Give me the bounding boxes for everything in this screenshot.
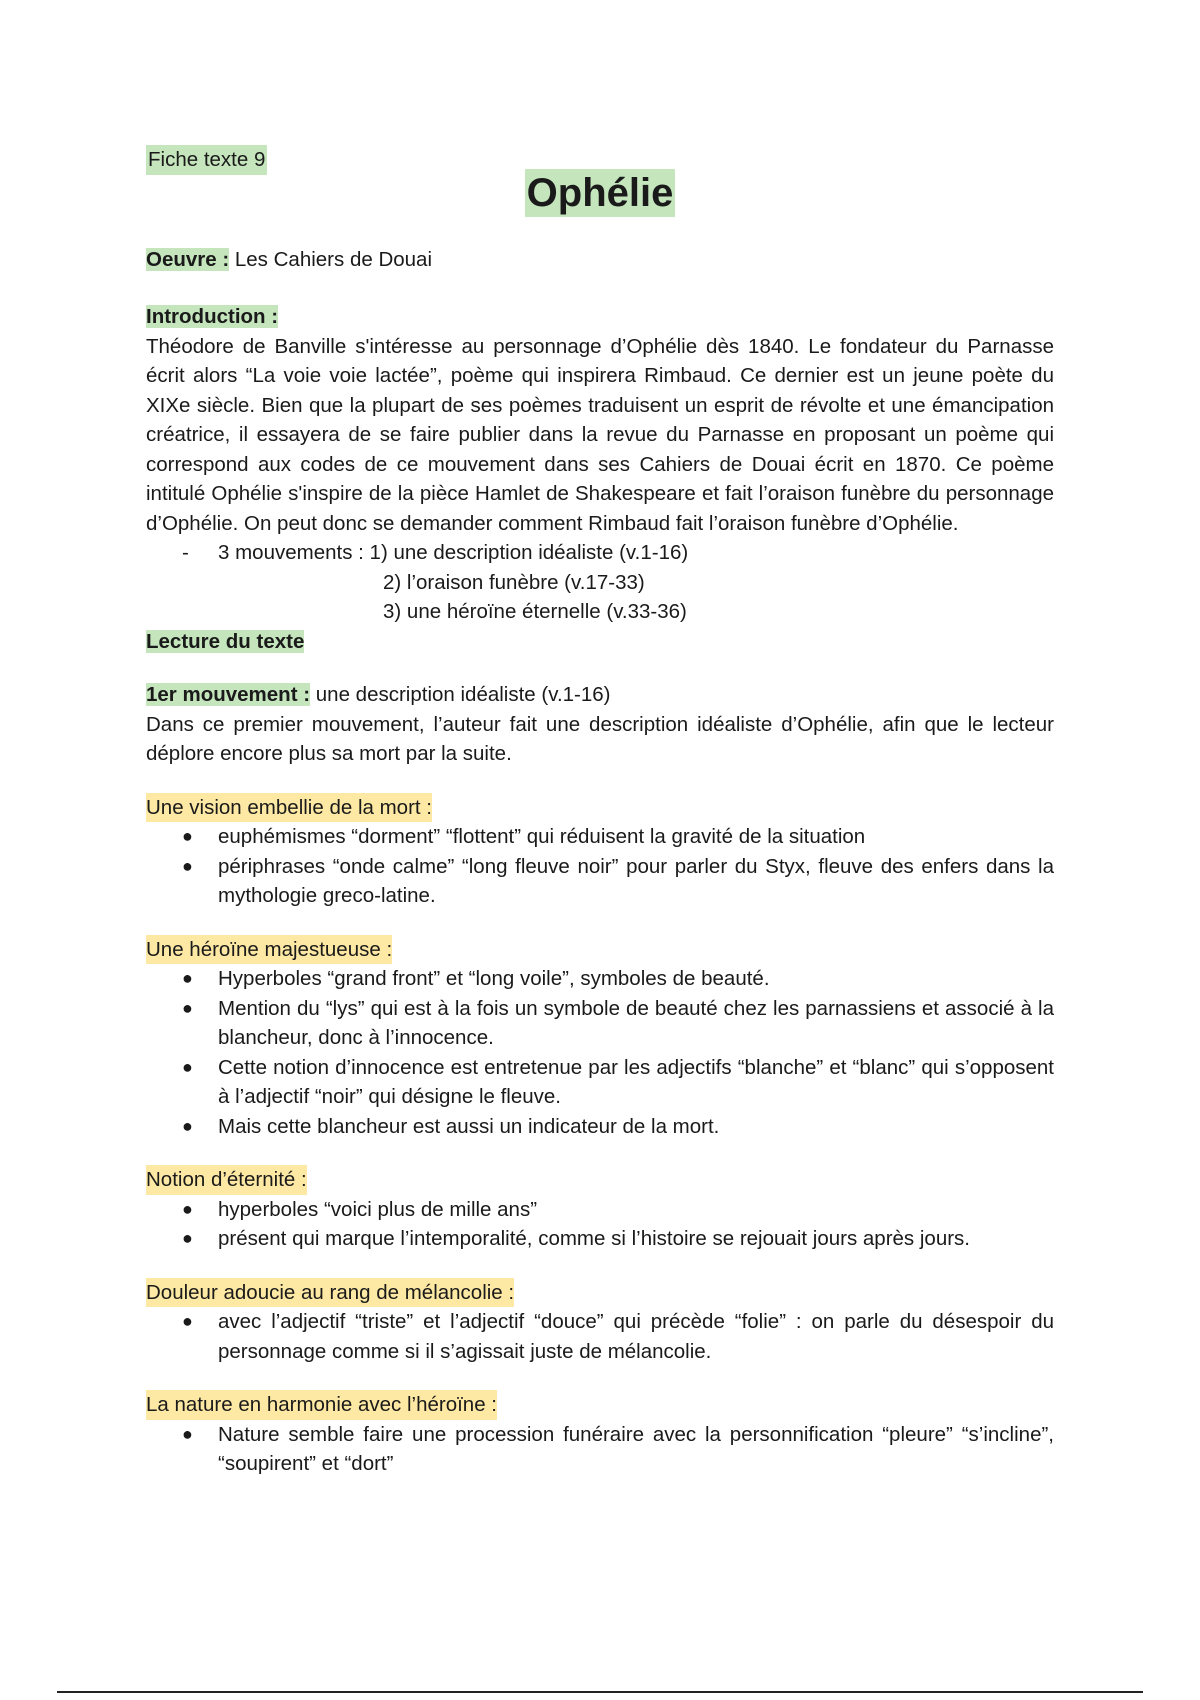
- bullet-text: Cette notion d’innocence est entretenue par les adjectifs “blanche” et “blanc” qui s’opposent à l’adjectif “noir” qui désigne le fleuve.: [218, 1055, 1054, 1108]
- introduction-label: Introduction :: [146, 305, 279, 328]
- section-bullet-list: [146, 1420, 1054, 1479]
- bullet-item: [146, 1224, 1054, 1254]
- section-heading-row: [146, 1165, 1054, 1195]
- introduction-text: Théodore de Banville s'intéresse au personnage d’Ophélie dès 1840. Le fondateur du Parnasse écrit alors “La voie voie lactée”, poème qui inspirera Rimbaud. Ce dernier est un jeune poète du XIXe siècle. Bien que la plupart de ses poèmes traduisent un esprit de révolte et une émancipation créatrice, il essayera de se faire publier dans la revue du Parnasse en proposant un poème qui correspond aux codes de ce mouvement dans ses Cahiers de Douai écrit en 1870. Ce poème intitulé Ophélie s'inspire de la pièce Hamlet de Shakespeare et fait l’oraison funèbre du personnage d’Ophélie. On peut donc se demander comment Rimbaud fait l’oraison funèbre d’Ophélie.: [146, 334, 1054, 535]
- bullet-dot-icon: ●: [182, 1311, 193, 1331]
- movement-line-3: 3) une héroïne éternelle (v.33-36): [383, 600, 687, 623]
- section-bullet-list: [146, 1195, 1054, 1254]
- section-label: Notion d’éternité :: [146, 1165, 307, 1195]
- bullet-dot-icon: ●: [182, 826, 193, 846]
- section-heading-row: [146, 793, 1054, 823]
- bullet-dot-icon: ●: [182, 968, 193, 988]
- bullet-text: avec l’adjectif “triste” et l’adjectif “douce” qui précède “folie” : on parle du désespoir du personnage comme si il s’agissait juste de mélancolie.: [218, 1310, 1054, 1363]
- section-bullet-list: [146, 822, 1054, 911]
- bullet-dot-icon: ●: [182, 855, 193, 876]
- bullet-dot-icon: ●: [182, 1198, 193, 1219]
- movements-row-3: [146, 597, 1054, 627]
- lecture-row: [146, 627, 1054, 657]
- movement-line-2: 2) l’oraison funèbre (v.17-33): [383, 570, 645, 594]
- bullet-text: Mention du “lys” qui est à la fois un symbole de beauté chez les parnassiens et associé à la blancheur, donc à l’innocence.: [218, 996, 1054, 1049]
- lecture-label: Lecture du texte: [146, 629, 305, 653]
- bullet-item: [146, 1420, 1054, 1479]
- dash-bullet: -: [182, 541, 189, 564]
- footer-rule: [57, 1691, 1143, 1693]
- header-tag: Fiche texte 9: [146, 145, 267, 175]
- bullet-item: [146, 852, 1054, 911]
- section-heading-row: [146, 1278, 1054, 1308]
- movement-line-1: 3 mouvements : 1) une description idéaliste (v.1-16): [218, 541, 689, 564]
- bullet-text: Mais cette blancheur est aussi un indicateur de la mort.: [218, 1114, 720, 1138]
- bullet-item: [146, 1053, 1054, 1112]
- section-label: Une vision embellie de la mort :: [146, 793, 432, 823]
- movements-list: [146, 538, 1054, 627]
- mouvement1-heading-row: [146, 680, 1054, 710]
- introduction-heading-row: [146, 302, 1054, 332]
- mouvement1-text: Dans ce premier mouvement, l’auteur fait une description idéaliste d’Ophélie, afin que le lecteur déplore encore plus sa mort par la suite.: [146, 712, 1054, 765]
- section-label: Une héroïne majestueuse :: [146, 935, 392, 965]
- bullet-item: [146, 994, 1054, 1053]
- page-title: Ophélie: [526, 170, 674, 215]
- bullet-item: [146, 822, 1054, 852]
- bullet-item: [146, 964, 1054, 994]
- oeuvre-line: [146, 245, 1054, 275]
- bullet-text: périphrases “onde calme” “long fleuve noir” pour parler du Styx, fleuve des enfers dans la mythologie greco-latine.: [218, 854, 1054, 907]
- section-heading-row: [146, 1390, 1054, 1420]
- bullet-item: [146, 1307, 1054, 1366]
- movements-row-1: [146, 538, 1054, 568]
- section-bullet-list: [146, 964, 1054, 1141]
- mouvement1-heading: une description idéaliste (v.1-16): [315, 683, 611, 706]
- analysis-sections: [146, 769, 1054, 1479]
- bullet-text: Hyperboles “grand front” et “long voile”, symboles de beauté.: [218, 967, 770, 990]
- bullet-item: [146, 1112, 1054, 1142]
- bullet-dot-icon: ●: [182, 1228, 193, 1248]
- section-label: La nature en harmonie avec l’héroïne :: [146, 1390, 497, 1420]
- bullet-text: euphémismes “dorment” “flottent” qui réduisent la gravité de la situation: [218, 825, 866, 848]
- document-content: [146, 145, 1054, 1479]
- bullet-text: hyperboles “voici plus de mille ans”: [218, 1197, 538, 1221]
- bullet-dot-icon: ●: [182, 1056, 193, 1077]
- bullet-dot-icon: ●: [182, 1423, 193, 1444]
- section-heading-row: [146, 935, 1054, 965]
- bullet-text: Nature semble faire une procession funéraire avec la personnification “pleure” “s’incline”, “soupirent” et “dort”: [218, 1422, 1054, 1475]
- bullet-dot-icon: ●: [182, 997, 193, 1018]
- mouvement1-label: 1er mouvement :: [146, 683, 311, 706]
- section-bullet-list: [146, 1307, 1054, 1366]
- bullet-item: [146, 1195, 1054, 1225]
- oeuvre-label: Oeuvre :: [146, 247, 230, 271]
- movements-row-2: [146, 568, 1054, 598]
- bullet-dot-icon: ●: [182, 1115, 193, 1136]
- oeuvre-value: Les Cahiers de Douai: [234, 247, 433, 271]
- bullet-text: présent qui marque l’intemporalité, comme si l’histoire se rejouait jours après jours.: [218, 1227, 970, 1250]
- title-row: [146, 169, 1054, 217]
- section-label: Douleur adoucie au rang de mélancolie :: [146, 1278, 514, 1308]
